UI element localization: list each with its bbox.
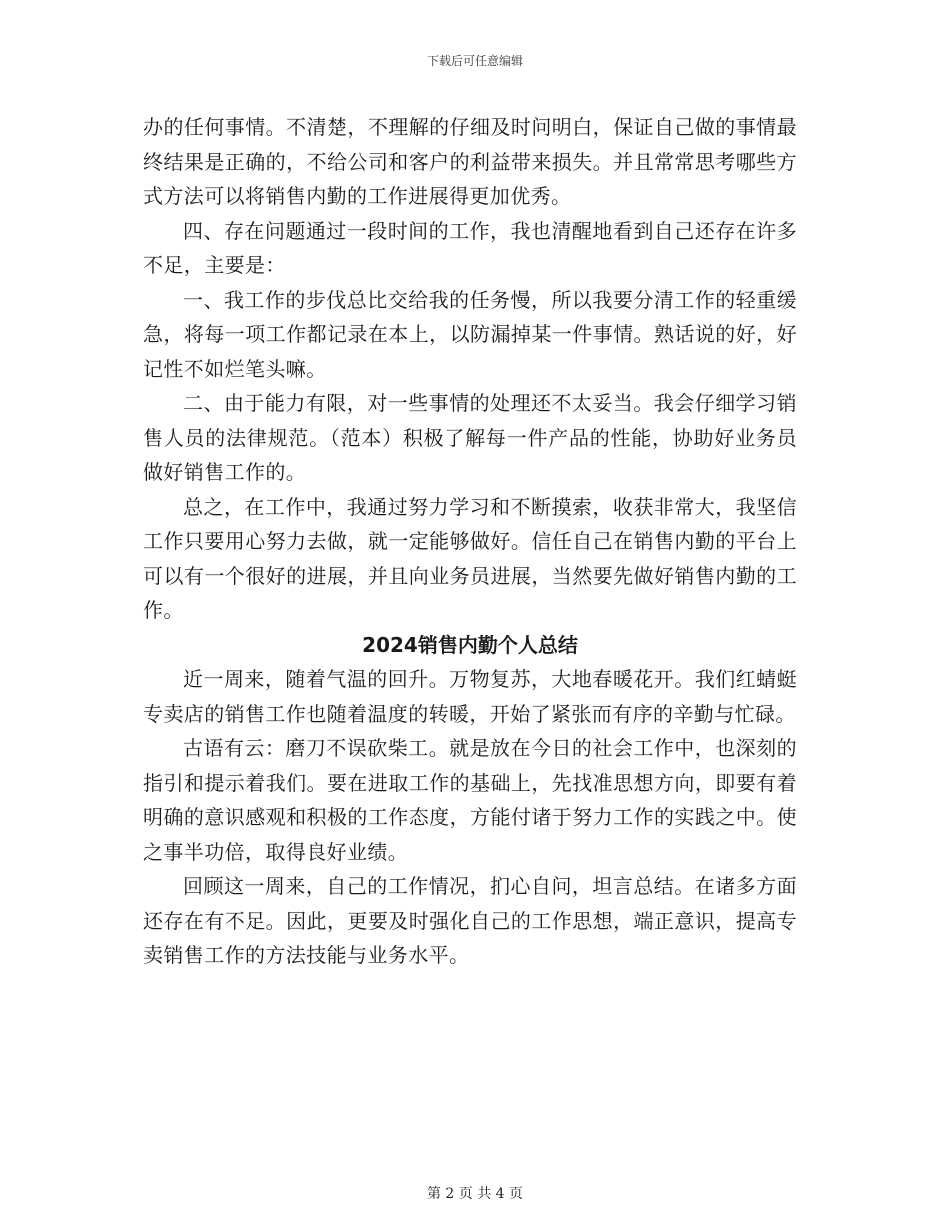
paragraph-proverb: 古语有云：磨刀不误砍柴工。就是放在今日的社会工作中，也深刻的指引和提示着我们。要在进取工作的基础上，先找准思想方向，即要有着明确的意识感观和积极的工作态度，方能付诸于努力工作的实践之中。使之事半功倍，取得良好业绩。 bbox=[143, 736, 797, 864]
page-footer: 第 2 页 共 4 页 bbox=[426, 1186, 524, 1202]
paragraph-continuation: 办的任何事情。不清楚，不理解的仔细及时问明白，保证自己做的事情最终结果是正确的，不给公司和客户的利益带来损失。并且常常思考哪些方式方法可以将销售内勤的工作进展得更加优秀。 bbox=[143, 115, 797, 208]
page-header: 下载后可任意编辑 bbox=[426, 54, 523, 68]
paragraph-point-two: 二、由于能力有限，对一些事情的处理还不太妥当。我会仔细学习销售人员的法律规范。（范本）积极了解每一件产品的性能，协助好业务员做好销售工作的。 bbox=[143, 391, 797, 484]
document-body bbox=[143, 110, 797, 973]
paragraph-problems: 四、存在问题通过一段时间的工作，我也清醒地看到自己还存在许多不足，主要是： bbox=[143, 218, 797, 277]
paragraph-point-one: 一、我工作的步伐总比交给我的任务慢，所以我要分清工作的轻重缓急，将每一项工作都记录在本上，以防漏掉某一件事情。熟话说的好，好记性不如烂笔头嘛。 bbox=[143, 287, 797, 381]
paragraph-conclusion: 总之，在工作中，我通过努力学习和不断摸索，收获非常大，我坚信工作只要用心努力去做，就一定能够做好。信任自己在销售内勤的平台上可以有一个很好的进展，并且向业务员进展，当然要先做好销售内勤的工作。 bbox=[143, 494, 797, 622]
paragraph-intro: 近一周来，随着气温的回升。万物复苏，大地春暖花开。我们红蜻蜓专卖店的销售工作也随着温度的转暖，开始了紧张而有序的辛勤与忙碌。 bbox=[143, 667, 797, 726]
section-title: 2024销售内勤个人总结 bbox=[362, 632, 578, 657]
paragraph-review: 回顾这一周来，自己的工作情况，扪心自问，坦言总结。在诸多方面还存在有不足。因此，更要及时强化自己的工作思想，端正意识，提高专卖销售工作的方法技能与业务水平。 bbox=[143, 874, 797, 967]
